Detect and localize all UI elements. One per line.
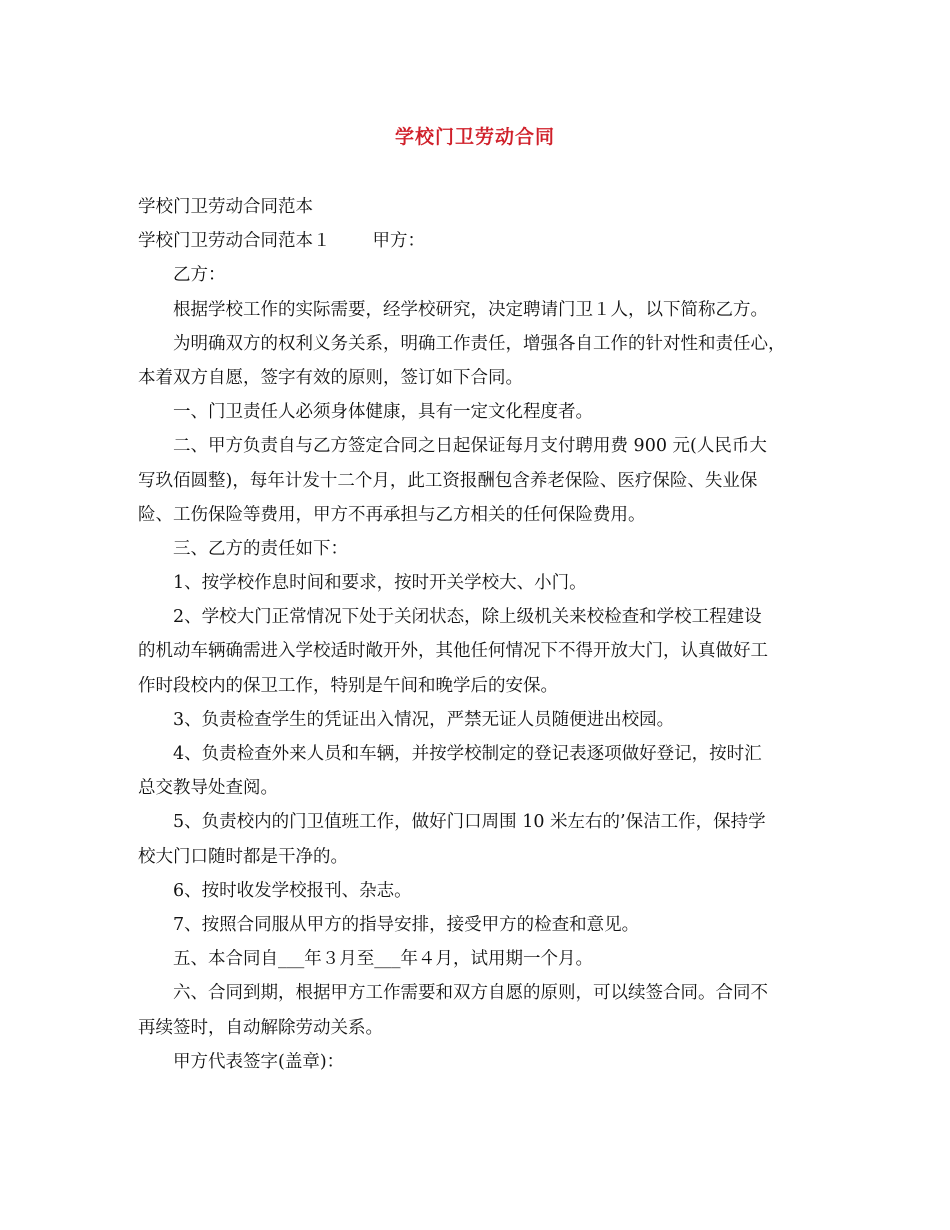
paragraph-line: 为明确双方的权利义务关系，明确工作责任，增强各自工作的针对性和责任心，	[173, 333, 786, 354]
clause-line: 一、门卫责任人必须身体健康，具有一定文化程度者。	[173, 402, 593, 423]
clause-line: 作时段校内的保卫工作，特别是午间和晚学后的安保。	[138, 675, 558, 696]
clause-line: 险、工伤保险等费用，甲方不再承担与乙方相关的任何保险费用。	[138, 504, 646, 525]
document-body	[138, 190, 828, 1079]
clause-line: 三、乙方的责任如下：	[173, 538, 348, 559]
clause-line: 的机动车辆确需进入学校适时敞开外，其他任何情况下不得开放大门，认真做好工	[138, 641, 768, 662]
clause-line: 3、负责检查学生的凭证出入情况，严禁无证人员随便进出校园。	[173, 709, 675, 730]
clause-line: 5、负责校内的门卫值班工作，做好门口周围 10 米左右的’保洁工作，保持学	[173, 812, 766, 833]
clause-line: 校大门口随时都是干净的。	[138, 846, 348, 867]
clause-line: 6、按时收发学校报刊、杂志。	[173, 880, 412, 901]
signature-label: 甲方代表签字(盖章)：	[173, 1051, 345, 1072]
clause-line: 再续签时，自动解除劳动关系。	[138, 1017, 383, 1038]
sample-heading-line	[138, 224, 828, 258]
clause-line: 总交教导处查阅。	[138, 778, 278, 799]
clause-line: 写玖佰圆整)，每年计发十二个月，此工资报酬包含养老保险、医疗保险、失业保	[138, 470, 758, 491]
clause-line: 六、合同到期，根据甲方工作需要和双方自愿的原则，可以续签合同。合同不	[173, 983, 768, 1004]
clause-line: 2、学校大门正常情况下处于关闭状态，除上级机关来校检查和学校工程建设	[173, 607, 762, 628]
party-b-label: 乙方：	[173, 265, 226, 286]
clause-line: 1、按学校作息时间和要求，按时开关学校大、小门。	[173, 573, 587, 594]
clause-line: 7、按照合同服从甲方的指导安排，接受甲方的检查和意见。	[173, 914, 640, 935]
clause-line: 五、本合同自___年３月至___年４月，试用期一个月。	[173, 949, 593, 970]
clause-line: 4、负责检查外来人员和车辆，并按学校制定的登记表逐项做好登记，按时汇	[173, 744, 762, 764]
paragraph-line: 根据学校工作的实际需要，经学校研究，决定聘请门卫１人，以下简称乙方。	[173, 299, 768, 320]
document-subtitle: 学校门卫劳动合同范本	[138, 197, 313, 217]
sample-heading: 学校门卫劳动合同范本１	[138, 231, 331, 252]
document-title: 学校门卫劳动合同	[394, 126, 555, 148]
party-a-label: 甲方：	[372, 231, 425, 252]
paragraph-line: 本着双方自愿，签字有效的原则，签订如下合同。	[138, 367, 523, 388]
clause-line: 二、甲方负责自与乙方签定合同之日起保证每月支付聘用费 900 元(人民币大	[173, 436, 767, 457]
